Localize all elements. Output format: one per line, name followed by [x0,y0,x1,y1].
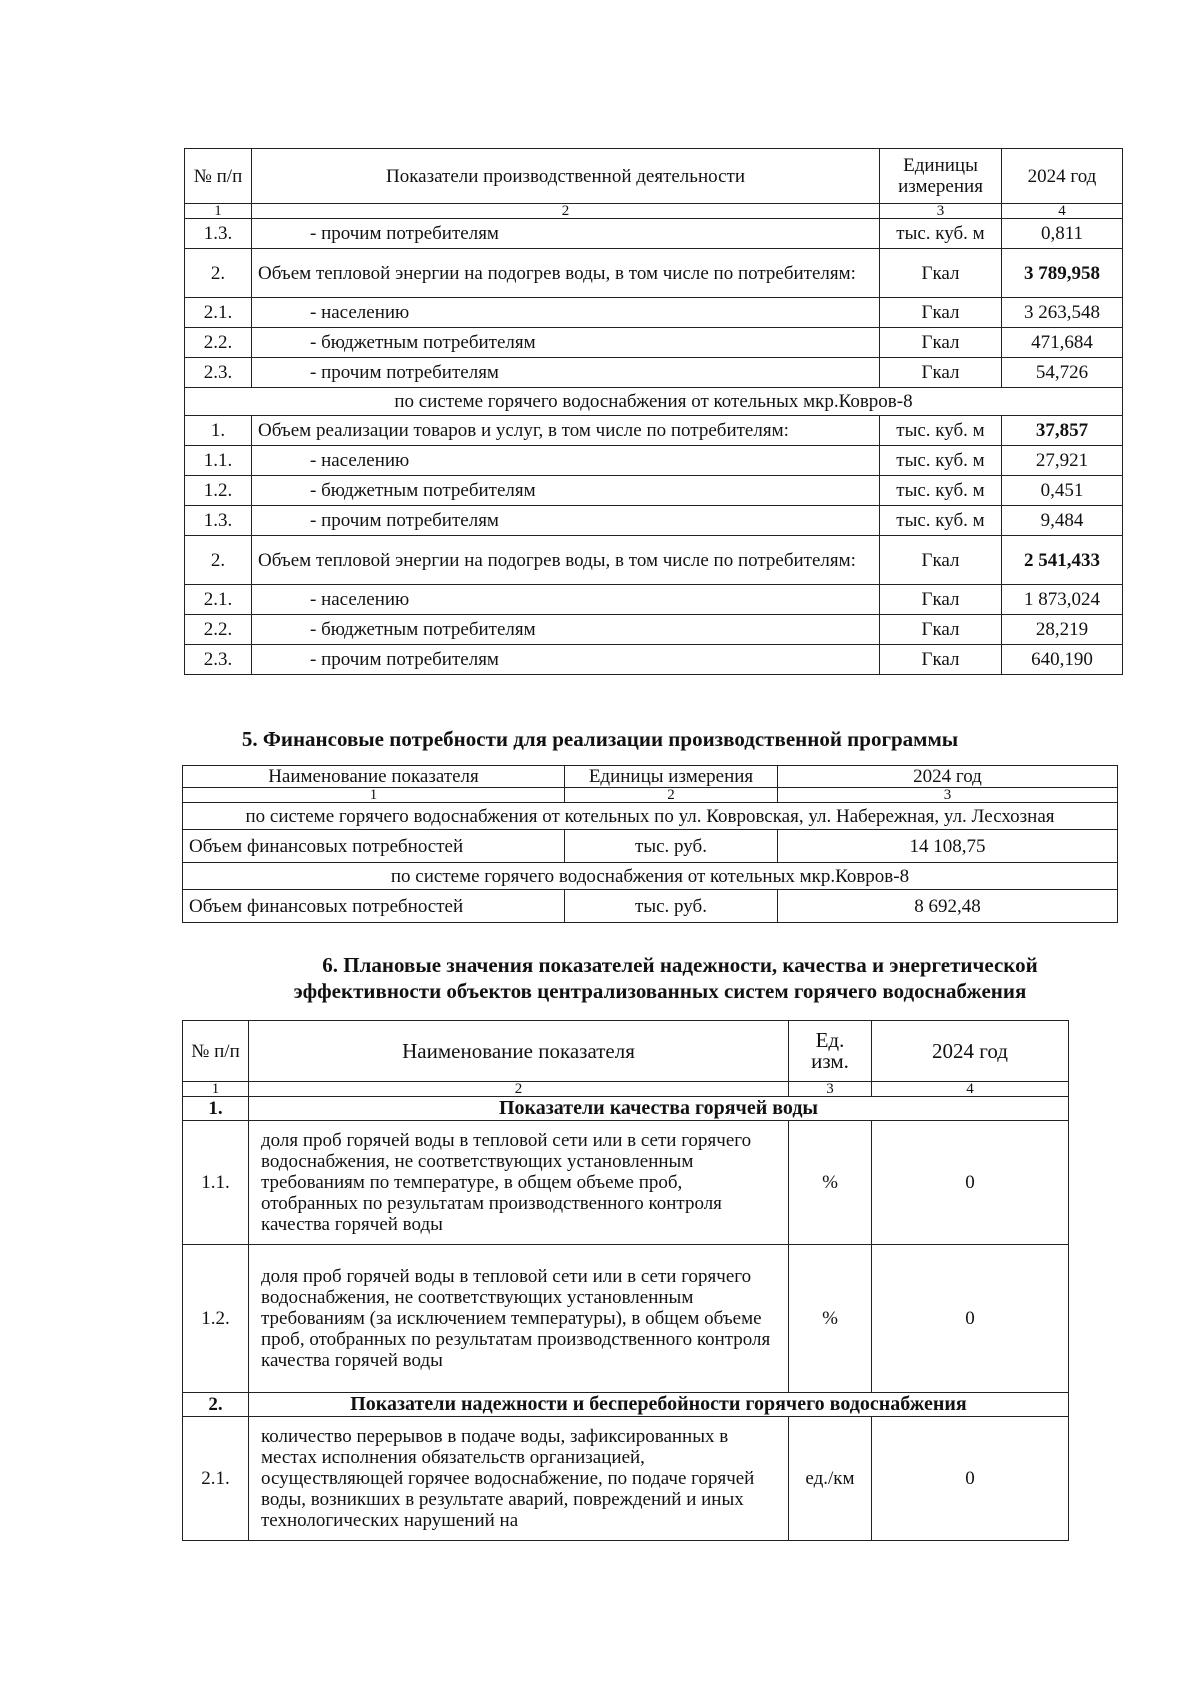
table-header-row [183,766,1118,788]
row-unit: тыс. куб. м [880,416,1002,446]
row-name: - прочим потребителям [252,506,880,536]
row-unit: Гкал [880,298,1002,328]
row-name: - прочим потребителям [252,219,880,249]
section6-title-line2: эффективности объектов централизованных систем горячего водоснабжения [293,979,1027,1003]
column-index-row [185,204,1123,219]
index-cell: 2 [249,1082,789,1097]
row-num: 2.3. [185,358,252,388]
table-row [185,249,1123,298]
header-indicator: Наименование показателя [183,766,565,788]
row-num: 1.2. [183,1245,249,1393]
group-row [183,1393,1069,1417]
row-name: - населению [252,585,880,615]
section-row [185,388,1123,416]
index-cell: 3 [789,1082,872,1097]
index-cell: 1 [183,788,565,803]
row-num: 2.2. [185,615,252,645]
row-name: Объем финансовых потребностей [183,890,565,923]
row-num: 2.1. [185,298,252,328]
system-title: по системе горячего водоснабжения от котельных по ул. Ковровская, ул. Набережная, ул. Лесхозная [183,803,1118,830]
row-unit: Гкал [880,645,1002,675]
row-name: - прочим потребителям [252,358,880,388]
row-text: доля проб горячей воды в тепловой сети или в сети горячего водоснабжения, не соответствующих установленным требованиям по температуре, в общем объеме проб, отобранных по результатам производственного контроля качества горячей воды [249,1121,789,1245]
table-row [185,476,1123,506]
header-year: 2024 год [872,1021,1069,1082]
table-row [185,219,1123,249]
header-num: № п/п [183,1021,249,1082]
row-value: 54,726 [1002,358,1123,388]
row-value: 0 [872,1417,1069,1541]
group-title: Показатели качества горячей воды [249,1097,1069,1121]
index-cell: 2 [252,204,880,219]
row-num: 1.1. [183,1121,249,1245]
row-value: 0,811 [1002,219,1123,249]
table-row [185,585,1123,615]
row-value: 3 789,958 [1002,249,1123,298]
column-index-row [183,1082,1069,1097]
row-unit: тыс. куб. м [880,219,1002,249]
row-unit: Гкал [880,358,1002,388]
system-title: по системе горячего водоснабжения от котельных мкр.Ковров-8 [183,863,1118,890]
row-unit: ед./км [789,1417,872,1541]
table-header-row [185,149,1123,204]
row-value: 0 [872,1121,1069,1245]
table-row [185,645,1123,675]
table-row [185,298,1123,328]
row-num: 2.3. [185,645,252,675]
row-num: 2.1. [185,585,252,615]
row-unit: тыс. куб. м [880,446,1002,476]
table-row [183,890,1118,923]
row-value: 471,684 [1002,328,1123,358]
section5-title: 5. Финансовые потребности для реализации производственной программы [241,727,959,751]
column-index-row [183,788,1118,803]
index-cell: 4 [1002,204,1123,219]
row-num: 1.2. [185,476,252,506]
row-name: - бюджетным потребителям [252,615,880,645]
row-unit: Гкал [880,249,1002,298]
row-value: 27,921 [1002,446,1123,476]
row-num: 2.2. [185,328,252,358]
row-name: Объем тепловой энергии на подогрев воды, в том числе по потребителям: [252,536,880,585]
row-name: - населению [252,446,880,476]
table-row [185,536,1123,585]
row-num: 1.3. [185,506,252,536]
section-row [183,863,1118,890]
header-year: 2024 год [1002,149,1123,204]
header-unit: Ед. изм. [789,1021,872,1082]
row-name: Объем финансовых потребностей [183,830,565,863]
production-indicators-table [184,148,1123,675]
row-value: 28,219 [1002,615,1123,645]
index-cell: 1 [183,1082,249,1097]
header-unit: Единицы измерения [565,766,778,788]
row-unit: Гкал [880,328,1002,358]
row-value: 8 692,48 [778,890,1118,923]
header-indicator: Наименование показателя [249,1021,789,1082]
row-unit: Гкал [880,615,1002,645]
index-cell: 2 [565,788,778,803]
row-unit: тыс. руб. [565,890,778,923]
index-cell: 1 [185,204,252,219]
row-name: - населению [252,298,880,328]
row-num: 2. [185,536,252,585]
header-year: 2024 год [778,766,1118,788]
table-row [183,1121,1069,1245]
row-unit: тыс. руб. [565,830,778,863]
row-num: 1.3. [185,219,252,249]
row-name: - бюджетным потребителям [252,476,880,506]
row-unit: тыс. куб. м [880,476,1002,506]
row-unit: % [789,1245,872,1393]
reliability-indicators-table [182,1020,1069,1541]
header-indicator: Показатели производственной деятельности [252,149,880,204]
index-cell: 3 [778,788,1118,803]
index-cell: 4 [872,1082,1069,1097]
table-row [185,615,1123,645]
table-row [183,1417,1069,1541]
header-num: № п/п [185,149,252,204]
table-row [185,416,1123,446]
row-value: 2 541,433 [1002,536,1123,585]
row-value: 640,190 [1002,645,1123,675]
group-row [183,1097,1069,1121]
table-row [183,1245,1069,1393]
row-num: 1.1. [185,446,252,476]
header-unit: Единицы измерения [880,149,1002,204]
financial-needs-table [182,765,1118,923]
row-name: Объем тепловой энергии на подогрев воды, в том числе по потребителям: [252,249,880,298]
group-num: 1. [183,1097,249,1121]
row-unit: Гкал [880,536,1002,585]
group-title: Показатели надежности и бесперебойности горячего водоснабжения [249,1393,1069,1417]
row-value: 3 263,548 [1002,298,1123,328]
table-row [185,446,1123,476]
group-num: 2. [183,1393,249,1417]
table-row [185,328,1123,358]
table-row [185,358,1123,388]
row-num: 2.1. [183,1417,249,1541]
row-num: 2. [185,249,252,298]
row-value: 14 108,75 [778,830,1118,863]
row-unit: Гкал [880,585,1002,615]
table-header-row [183,1021,1069,1082]
row-text: доля проб горячей воды в тепловой сети или в сети горячего водоснабжения, не соответствующих установленным требованиям (за исключением температуры), в общем объеме проб, отобранных по результатам производственного контроля качества горячей воды [249,1245,789,1393]
table-row [185,506,1123,536]
row-num: 1. [185,416,252,446]
section-row [183,803,1118,830]
row-value: 9,484 [1002,506,1123,536]
row-value: 0,451 [1002,476,1123,506]
row-value: 1 873,024 [1002,585,1123,615]
row-name: - прочим потребителям [252,645,880,675]
row-value: 0 [872,1245,1069,1393]
section-title: по системе горячего водоснабжения от котельных мкр.Ковров-8 [185,388,1123,416]
row-unit: % [789,1121,872,1245]
row-name: Объем реализации товаров и услуг, в том числе по потребителям: [252,416,880,446]
table-row [183,830,1118,863]
index-cell: 3 [880,204,1002,219]
section6-title-line1: 6. Плановые значения показателей надежности, качества и энергетической [322,953,1038,977]
row-unit: тыс. куб. м [880,506,1002,536]
row-name: - бюджетным потребителям [252,328,880,358]
row-text: количество перерывов в подаче воды, зафиксированных в местах исполнения обязательств организацией, осуществляющей горячее водоснабжение, по подаче горячей воды, возникших в результате аварий, повреждений и иных технологических нарушений на [249,1417,789,1541]
row-value: 37,857 [1002,416,1123,446]
